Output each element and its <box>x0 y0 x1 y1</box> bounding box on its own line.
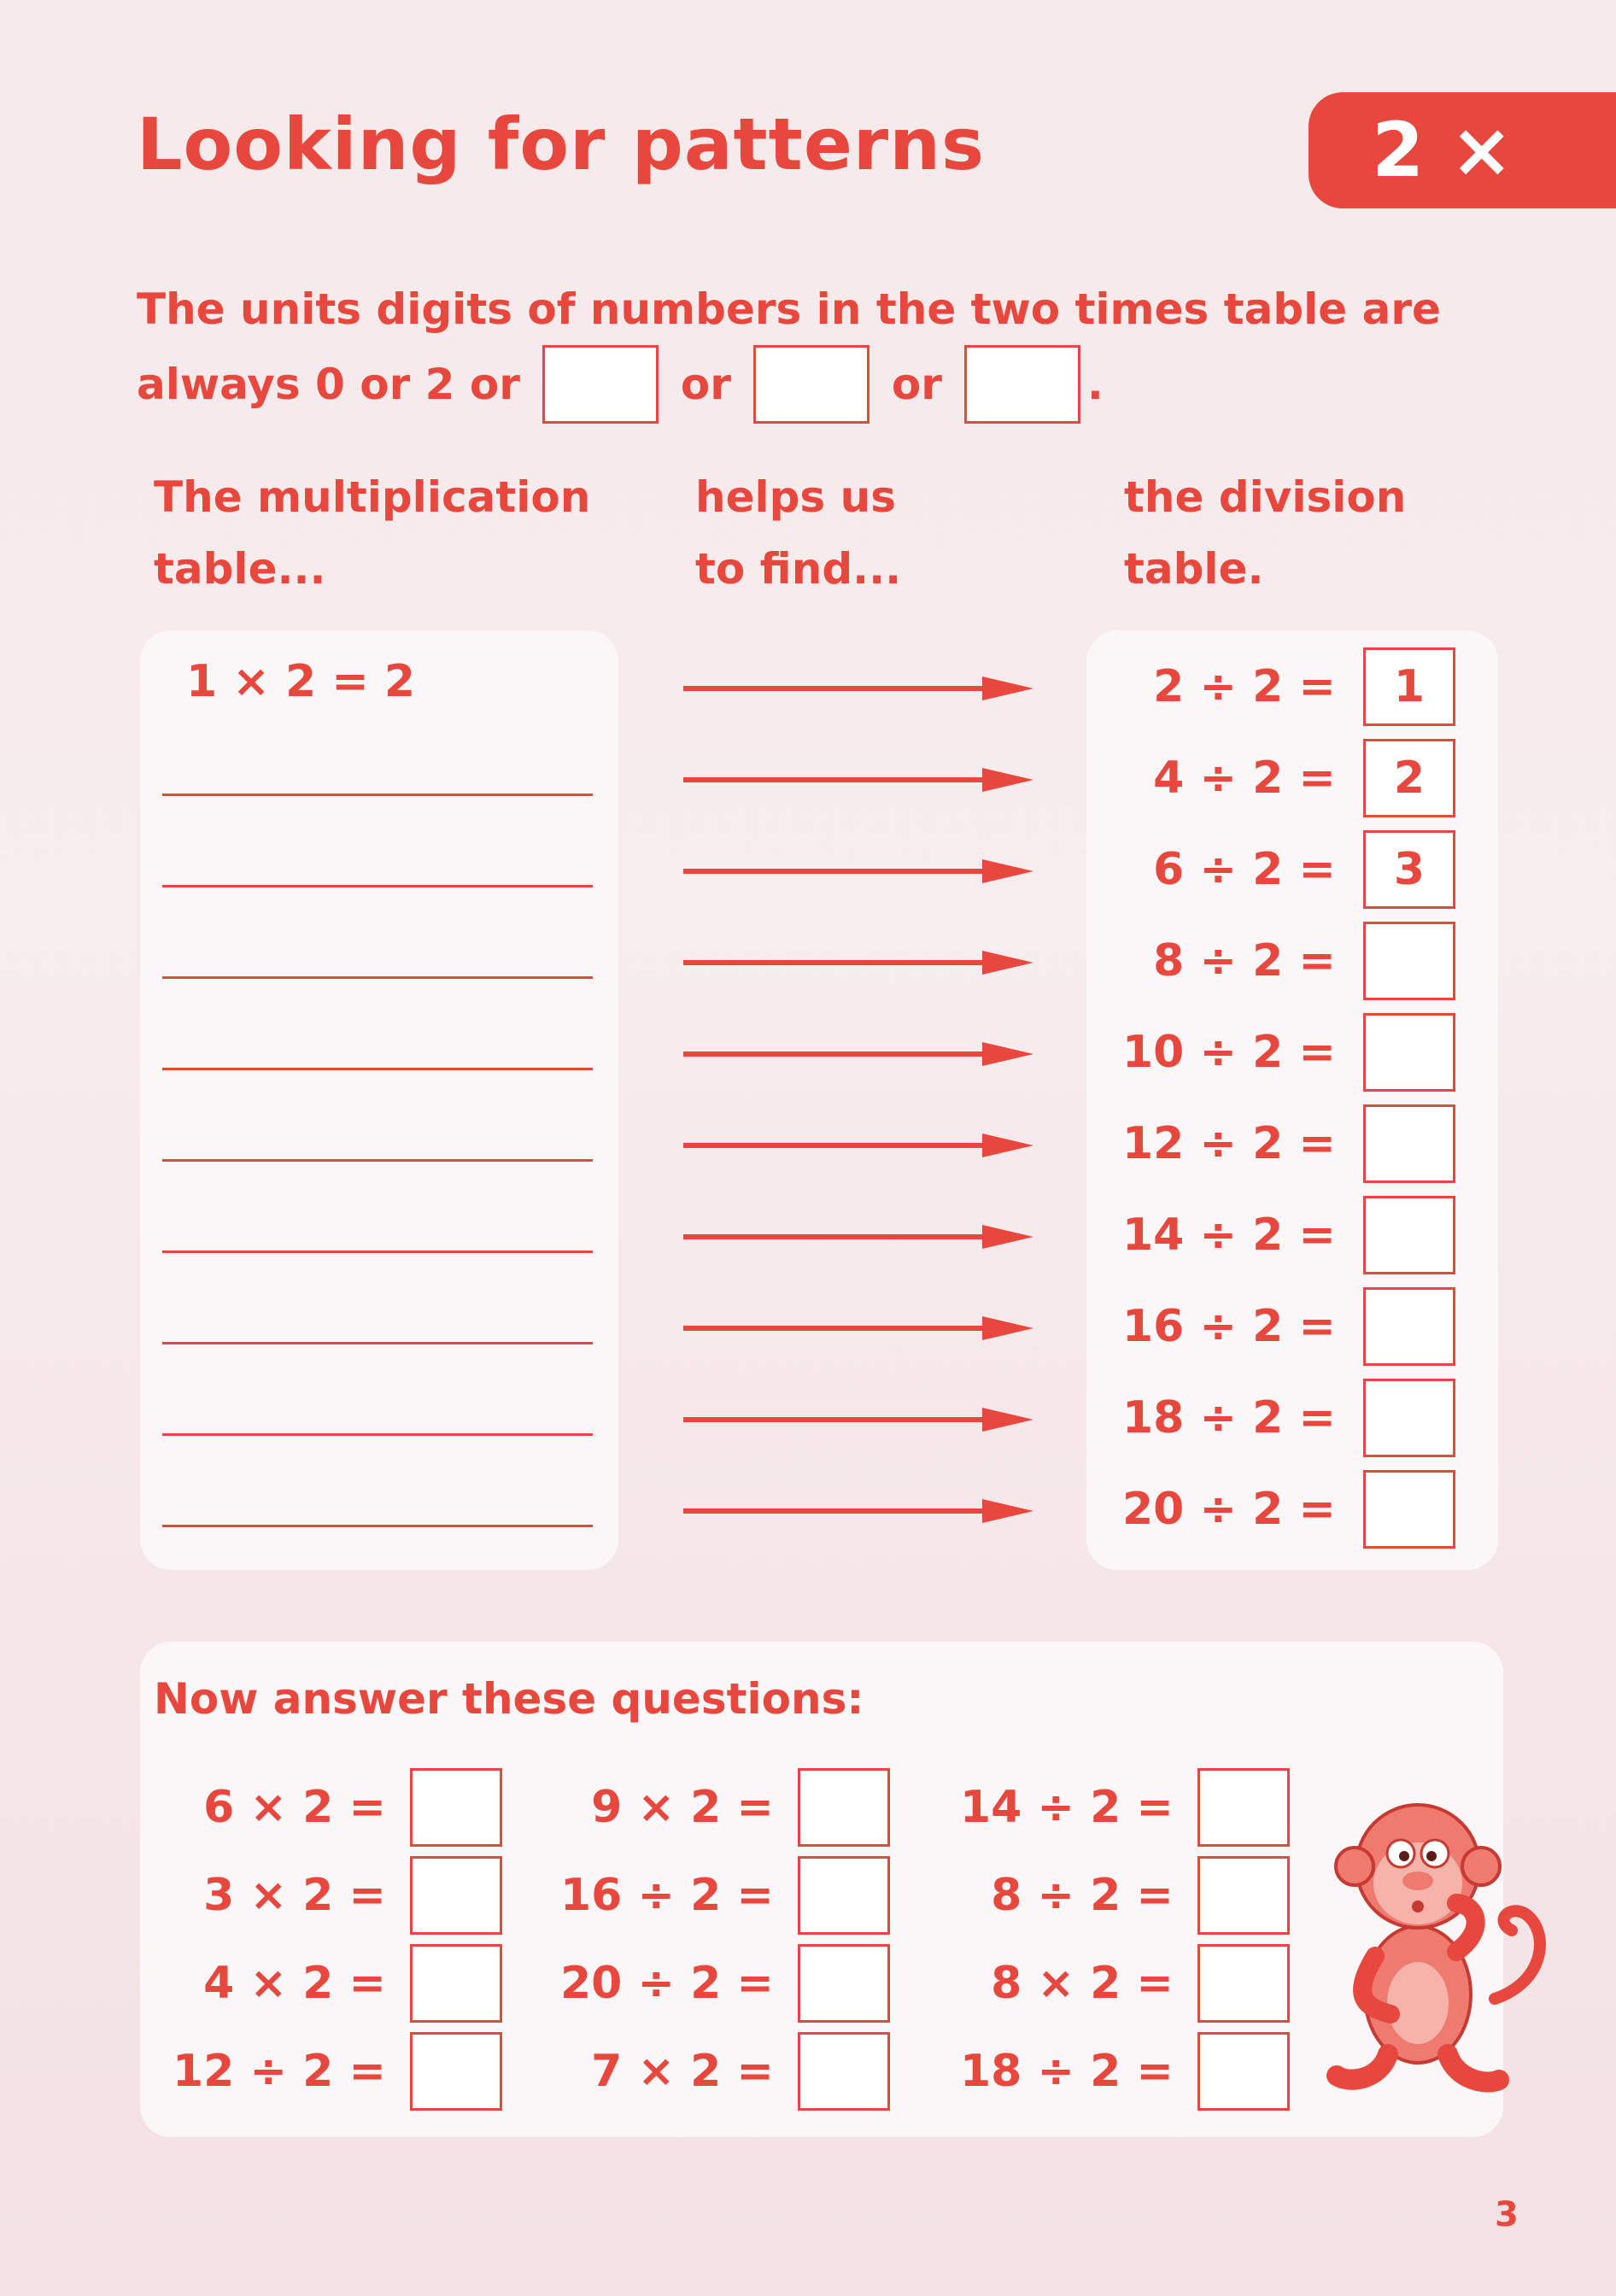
question-answer-box[interactable] <box>1197 1856 1290 1935</box>
question-answer-box[interactable] <box>798 1856 890 1935</box>
division-row <box>1088 830 1455 909</box>
question-col2-4 <box>531 2032 890 2111</box>
multiplication-panel <box>140 630 618 1570</box>
heading-line: the division <box>1124 472 1407 522</box>
arrow-icon <box>683 1225 1033 1249</box>
multiplication-answer-line[interactable] <box>162 1342 593 1344</box>
arrow-icon <box>683 1316 1033 1340</box>
division-row <box>1088 1379 1455 1457</box>
question-col3-3 <box>931 1944 1290 2023</box>
arrow-icon <box>683 1499 1033 1523</box>
division-answer-box[interactable] <box>1363 1013 1455 1092</box>
units-digit-answer-box-1[interactable] <box>542 345 659 424</box>
multiplication-answer-line[interactable] <box>162 1068 593 1070</box>
multiplication-answer-line[interactable] <box>162 1525 593 1527</box>
question-expression: 18 ÷ 2 = <box>960 2046 1174 2097</box>
division-row <box>1088 739 1455 817</box>
or-text-1: or <box>680 360 731 409</box>
arrow-icon <box>683 951 1033 975</box>
heading-line: table... <box>154 544 326 594</box>
question-answer-box[interactable] <box>798 1768 890 1847</box>
division-answer-box[interactable] <box>1363 1287 1455 1366</box>
question-answer-box[interactable] <box>1197 1768 1290 1847</box>
question-expression: 4 × 2 = <box>203 1958 386 2009</box>
question-expression: 8 ÷ 2 = <box>991 1870 1174 1921</box>
intro-line-2 <box>137 345 1441 424</box>
division-answer-box[interactable] <box>1363 922 1455 1000</box>
division-expression: 4 ÷ 2 = <box>1153 753 1336 804</box>
multiplication-answer-line[interactable] <box>162 885 593 887</box>
question-answer-box[interactable] <box>1197 2032 1290 2111</box>
question-expression: 6 × 2 = <box>203 1782 386 1833</box>
question-answer-box[interactable] <box>798 2032 890 2111</box>
question-col3-2 <box>931 1856 1290 1935</box>
division-answer-box[interactable] <box>1363 1196 1455 1274</box>
division-answer-box[interactable] <box>1363 1470 1455 1549</box>
multiplication-answer-line[interactable] <box>162 1159 593 1162</box>
division-expression: 16 ÷ 2 = <box>1122 1301 1336 1352</box>
arrow-icon <box>683 1408 1033 1432</box>
division-row <box>1088 1013 1455 1092</box>
question-expression: 7 × 2 = <box>591 2046 774 2097</box>
heading-line: table. <box>1124 544 1264 594</box>
division-row <box>1088 922 1455 1000</box>
question-expression: 14 ÷ 2 = <box>960 1782 1174 1833</box>
question-answer-box[interactable] <box>410 1944 502 2023</box>
column-heading-helps <box>695 461 901 605</box>
division-row <box>1088 647 1455 726</box>
division-expression: 18 ÷ 2 = <box>1122 1392 1336 1444</box>
question-expression: 9 × 2 = <box>591 1782 774 1833</box>
division-row <box>1088 1287 1455 1366</box>
division-expression: 12 ÷ 2 = <box>1122 1118 1336 1169</box>
division-answer-box[interactable]: 1 <box>1363 647 1455 726</box>
intro-text <box>137 273 1441 424</box>
page-title: Looking for patterns <box>137 102 986 186</box>
question-expression: 20 ÷ 2 = <box>560 1958 774 2009</box>
division-answer-box[interactable] <box>1363 1379 1455 1457</box>
multiplication-example: 1 × 2 = 2 <box>186 656 416 707</box>
question-expression: 12 ÷ 2 = <box>173 2046 386 2097</box>
multiplication-answer-line[interactable] <box>162 1433 593 1436</box>
arrow-icon <box>683 859 1033 883</box>
division-expression: 20 ÷ 2 = <box>1122 1484 1336 1535</box>
division-row <box>1088 1104 1455 1183</box>
question-col1-4 <box>143 2032 502 2111</box>
question-col1-3 <box>143 1944 502 2023</box>
heading-line: helps us <box>695 472 896 522</box>
multiplication-answer-line[interactable] <box>162 1250 593 1253</box>
intro-prefix: always 0 or 2 or <box>137 360 520 409</box>
question-answer-box[interactable] <box>410 2032 502 2111</box>
intro-line-1: The units digits of numbers in the two times table are <box>137 284 1441 334</box>
division-expression: 2 ÷ 2 = <box>1153 661 1336 712</box>
question-col2-1 <box>531 1768 890 1847</box>
question-col3-1 <box>931 1768 1290 1847</box>
multiplication-answer-line[interactable] <box>162 976 593 979</box>
question-col2-2 <box>531 1856 890 1935</box>
question-col2-3 <box>531 1944 890 2023</box>
division-expression: 14 ÷ 2 = <box>1122 1210 1336 1261</box>
arrow-icon <box>683 676 1033 700</box>
question-col1-1 <box>143 1768 502 1847</box>
division-row <box>1088 1470 1455 1549</box>
multiplication-answer-line[interactable] <box>162 794 593 796</box>
division-expression: 10 ÷ 2 = <box>1122 1027 1336 1078</box>
division-expression: 6 ÷ 2 = <box>1153 844 1336 895</box>
column-heading-multiplication <box>154 461 590 605</box>
question-expression: 8 × 2 = <box>991 1958 1174 2009</box>
times-table-tab: 2 × <box>1309 92 1616 208</box>
units-digit-answer-box-2[interactable] <box>753 345 869 424</box>
division-row <box>1088 1196 1455 1274</box>
column-heading-division <box>1124 461 1406 605</box>
heading-line: to find... <box>695 544 902 594</box>
division-answer-box[interactable] <box>1363 1104 1455 1183</box>
period-text: . <box>1086 360 1104 409</box>
question-answer-box[interactable] <box>798 1944 890 2023</box>
question-col1-2 <box>143 1856 502 1935</box>
division-answer-box[interactable]: 3 <box>1363 830 1455 909</box>
units-digit-answer-box-3[interactable] <box>964 345 1080 424</box>
heading-line: The multiplication <box>154 472 591 522</box>
question-expression: 3 × 2 = <box>203 1870 386 1921</box>
question-answer-box[interactable] <box>410 1768 502 1847</box>
question-expression: 16 ÷ 2 = <box>560 1870 774 1921</box>
division-answer-box[interactable]: 2 <box>1363 739 1455 817</box>
page-number: 3 <box>1495 2195 1519 2234</box>
monkey-illustration <box>1315 1785 1555 2101</box>
questions-title: Now answer these questions: <box>154 1674 864 1724</box>
question-answer-box[interactable] <box>410 1856 502 1935</box>
arrow-icon <box>683 1042 1033 1066</box>
arrow-icon <box>683 768 1033 792</box>
arrow-icon <box>683 1133 1033 1157</box>
or-text-2: or <box>891 360 942 409</box>
question-col3-4 <box>931 2032 1290 2111</box>
question-answer-box[interactable] <box>1197 1944 1290 2023</box>
division-expression: 8 ÷ 2 = <box>1153 935 1336 987</box>
